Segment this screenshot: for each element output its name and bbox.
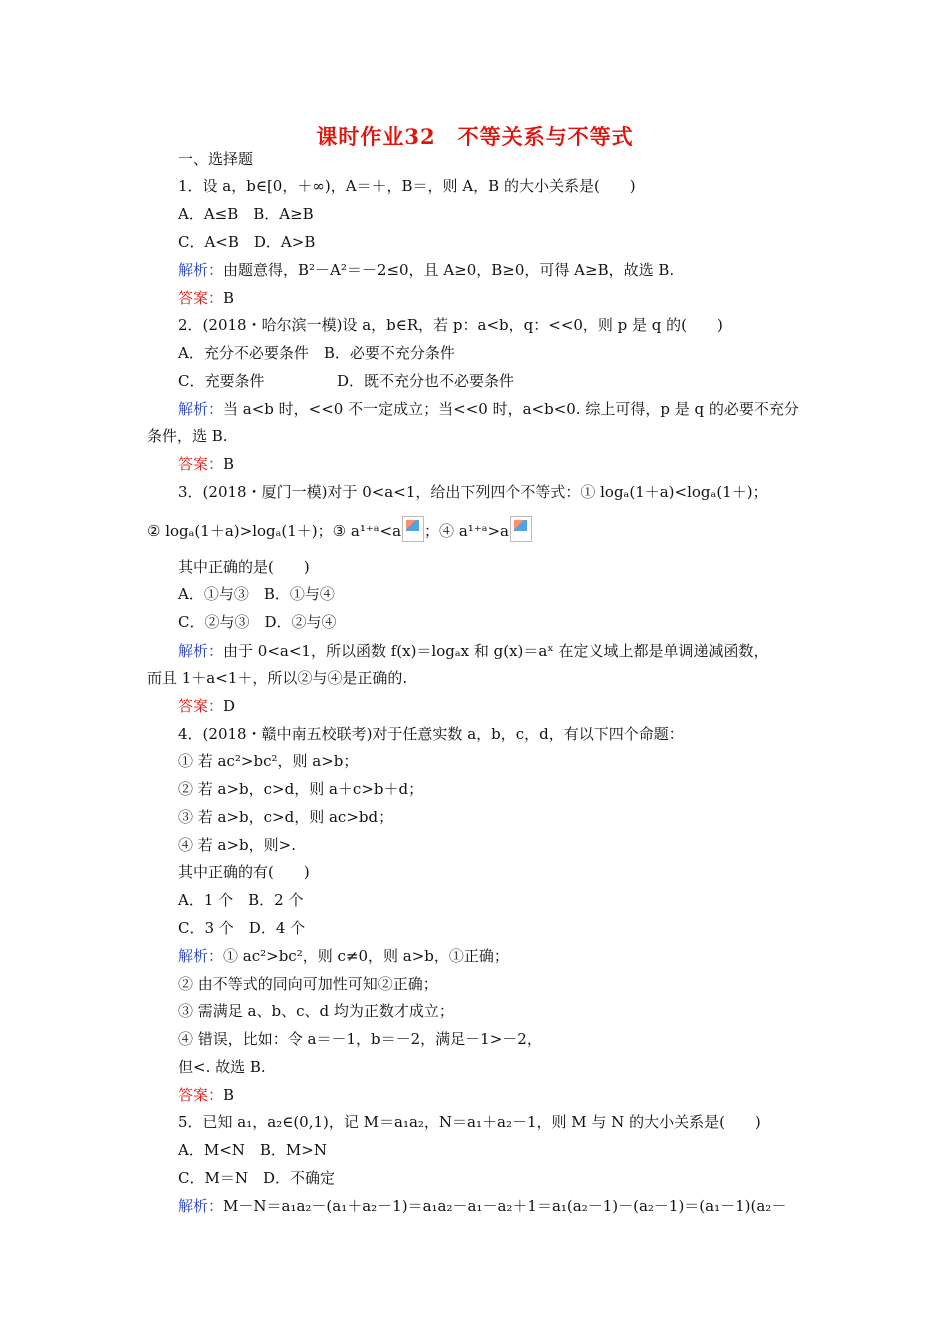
explanation-label: 解析： — [178, 1197, 224, 1215]
answer-value: D — [223, 697, 236, 715]
q4-explanation — [178, 946, 509, 966]
explanation-label: 解析： — [178, 642, 224, 660]
q4-answer — [178, 1085, 234, 1105]
q2-options-ab: A．充分不必要条件 B．必要不充分条件 — [178, 344, 455, 362]
q4-options-ab: A．1 个 B．2 个 — [178, 891, 304, 909]
answer-label: 答案： — [178, 1086, 224, 1104]
q3-stem: 3．(2018・厦门一模)对于 0<a<1，给出下列四个不等式：① logₐ(1＋a)<logₐ(1＋)； — [178, 483, 768, 501]
q1-answer — [178, 288, 234, 308]
explanation-text: M－N＝a₁a₂－(a₁＋a₂－1)＝a₁a₂－a₁－a₂＋1＝a₁(a₂－1)－(a₂－1)＝(a₁－1)(a₂－ — [223, 1197, 787, 1215]
q4-proposition-4: ④ 若 a>b，则>. — [178, 836, 296, 854]
q1-stem: 1．设 a，b∈[0，＋∞)，A＝＋，B＝，则 A，B 的大小关系是( ) — [178, 177, 636, 195]
q3-explanation — [178, 641, 768, 661]
q2-option-d: D．既不充分也不必要条件 — [337, 372, 515, 390]
q4-stem: 4．(2018・赣中南五校联考)对于任意实数 a，b，c，d，有以下四个命题： — [178, 725, 684, 743]
q4-explanation-2: ② 由不等式的同向可加性可知②正确； — [178, 975, 438, 993]
q3-stem-part: ② logₐ(1＋a)>logₐ(1＋)；③ a¹⁺ᵃ<a — [147, 522, 402, 540]
q2-explanation — [178, 399, 799, 419]
q4-explanation-3: ③ 需满足 a、b、c、d 均为正数才成立； — [178, 1002, 454, 1020]
q4-proposition-3: ③ 若 a>b，c>d，则 ac>bd； — [178, 808, 394, 826]
explanation-text: 由题意得，B²－A²＝－2≤0，且 A≥0，B≥0，可得 A≥B，故选 B. — [223, 261, 675, 279]
explanation-label: 解析： — [178, 261, 224, 279]
answer-value: B — [223, 455, 235, 473]
q2-explanation-cont: 条件，选 B. — [147, 427, 228, 445]
section-heading: 一、选择题 — [178, 150, 254, 168]
explanation-text: 由于 0<a<1，所以函数 f(x)＝logₐx 和 g(x)＝aˣ 在定义域上都是单调递减函数， — [223, 642, 769, 660]
explanation-label: 解析： — [178, 400, 224, 418]
q2-option-c: C．充要条件 — [178, 372, 265, 390]
page-title: 课时作业32 不等关系与不等式 — [316, 124, 634, 149]
answer-label: 答案： — [178, 455, 224, 473]
explanation-label: 解析： — [178, 947, 224, 965]
q3-options-ab: A．①与③ B．①与④ — [178, 585, 335, 603]
answer-label: 答案： — [178, 289, 224, 307]
q3-answer — [178, 696, 235, 716]
q4-proposition-1: ① 若 ac²>bc²，则 a>b； — [178, 752, 359, 770]
q4-proposition-2: ② 若 a>b，c>d，则 a＋c>b＋d； — [178, 780, 424, 798]
q5-options-cd: C．M＝N D．不确定 — [178, 1169, 335, 1187]
q2-stem: 2．(2018・哈尔滨一模)设 a，b∈R，若 p：a<b，q：<<0，则 p 是 q 的( ) — [178, 316, 723, 334]
explanation-text: ① ac²>bc²，则 c≠0，则 a>b，①正确； — [223, 947, 509, 965]
answer-value: B — [223, 289, 235, 307]
q1-explanation — [178, 260, 674, 280]
explanation-text: 当 a<b 时，<<0 不一定成立；当<<0 时，a<b<0. 综上可得，p 是 q 的必要不充分 — [223, 400, 799, 418]
broken-image-icon — [510, 516, 532, 542]
q1-options-cd: C．A<B D．A>B — [178, 233, 316, 251]
answer-label: 答案： — [178, 697, 224, 715]
q5-explanation — [178, 1196, 786, 1216]
q3-prompt: 其中正确的是( ) — [178, 558, 310, 576]
q4-options-cd: C．3 个 D．4 个 — [178, 919, 306, 937]
answer-value: B — [223, 1086, 235, 1104]
q5-options-ab: A．M<N B．M>N — [178, 1141, 327, 1159]
q3-options-cd: C．②与③ D．②与④ — [178, 613, 337, 631]
q1-options-ab: A．A≤B B．A≥B — [178, 205, 314, 223]
q4-explanation-5: 但<. 故选 B. — [178, 1058, 266, 1076]
broken-image-icon — [402, 516, 424, 542]
q2-answer — [178, 454, 234, 474]
q3-stem-part: ；④ a¹⁺ᵃ>a — [424, 522, 509, 540]
q3-stem-cont — [147, 516, 532, 542]
q5-stem: 5．已知 a₁，a₂∈(0,1)，记 M＝a₁a₂，N＝a₁＋a₂－1，则 M 与 N 的大小关系是( ) — [178, 1113, 761, 1131]
q4-prompt: 其中正确的有( ) — [178, 863, 310, 881]
q4-explanation-4: ④ 错误，比如：令 a＝－1，b＝－2，满足－1>－2， — [178, 1030, 542, 1048]
q3-explanation-cont: 而且 1＋a<1＋，所以②与④是正确的. — [147, 669, 408, 687]
